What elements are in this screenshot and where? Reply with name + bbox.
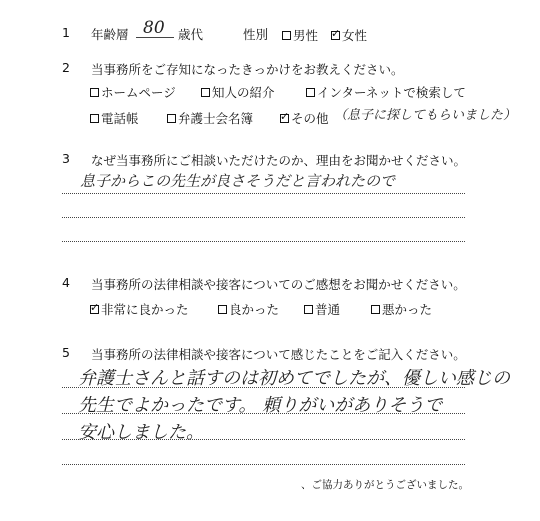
checkbox-female[interactable] — [331, 31, 340, 40]
checkbox-phonebook[interactable] — [90, 114, 99, 123]
female-label: 女性 — [342, 28, 368, 43]
q2-number: 2 — [62, 60, 70, 75]
q4-question: 当事務所の法律相談や接客についてのご感想をお聞かせください。 — [91, 277, 466, 292]
q5-answer-line — [62, 439, 465, 440]
checkbox-good[interactable] — [218, 305, 227, 314]
q3-answer-line — [62, 241, 465, 242]
q2-question: 当事務所をご存知になったきっかけをお教えください。 — [91, 62, 404, 77]
option-label: 非常に良かった — [101, 302, 189, 317]
age-suffix: 歳代 — [178, 27, 204, 42]
q2-option-homepage[interactable] — [90, 83, 176, 101]
checkbox-homepage[interactable] — [90, 88, 99, 97]
sex-option-female[interactable] — [331, 26, 367, 44]
q3-answer-line — [62, 217, 465, 218]
q3-answer-line — [62, 193, 465, 194]
q2-option-phonebook[interactable] — [90, 109, 139, 127]
age-label: 年齢層 — [91, 27, 129, 42]
option-label: 電話帳 — [101, 111, 139, 126]
q5-handwritten-line-1[interactable]: 弁護士さんと話すのは初めてでしたが、優しい感じの — [78, 368, 510, 389]
q5-handwritten-line-3[interactable]: 安心しました。 — [78, 422, 204, 443]
q5-answer-line — [62, 464, 465, 465]
checkbox-normal[interactable] — [304, 305, 313, 314]
option-label: インターネットで検索して — [317, 85, 466, 100]
q5-question: 当事務所の法律相談や接客について感じたことをご記入ください。 — [91, 347, 466, 362]
option-label: 知人の紹介 — [212, 85, 275, 100]
thank-you-note: 、ご協力ありがとうございました。 — [301, 479, 469, 491]
q4-option-normal[interactable] — [304, 300, 340, 318]
checkbox-bad[interactable] — [371, 305, 380, 314]
q4-option-bad[interactable] — [371, 300, 432, 318]
q2-option-internet[interactable] — [306, 83, 466, 101]
q5-number: 5 — [62, 345, 70, 360]
sex-label: 性別 — [243, 27, 269, 42]
q2-option-other[interactable] — [280, 109, 329, 127]
q3-handwritten-answer[interactable]: 息子からこの先生が良さそうだと言われたので — [80, 172, 396, 190]
option-label: その他 — [291, 111, 329, 126]
sex-option-male[interactable] — [282, 26, 318, 44]
checkbox-bar-directory[interactable] — [167, 114, 176, 123]
q5-handwritten-line-2[interactable]: 先生でよかったです。 頼りがいがありそうで — [78, 395, 443, 416]
q4-option-very-good[interactable] — [90, 300, 189, 318]
checkbox-internet[interactable] — [306, 88, 315, 97]
checkbox-referral[interactable] — [201, 88, 210, 97]
q3-number: 3 — [62, 151, 70, 166]
option-label: 普通 — [315, 302, 341, 317]
q5-answer-line — [62, 387, 465, 388]
checkbox-very-good[interactable] — [90, 305, 99, 314]
q3-question: なぜ当事務所にご相談いただけたのか、理由をお聞かせください。 — [91, 153, 467, 168]
option-label: 良かった — [229, 302, 280, 317]
other-handwritten-note[interactable]: （息子に探してもらいました） — [334, 108, 517, 123]
option-label: ホームページ — [101, 85, 176, 100]
age-value[interactable]: 80 — [143, 18, 165, 38]
option-label: 悪かった — [382, 302, 433, 317]
q4-option-good[interactable] — [218, 300, 279, 318]
checkbox-male[interactable] — [282, 31, 291, 40]
male-label: 男性 — [293, 28, 319, 43]
q1-number: 1 — [62, 25, 70, 40]
option-label: 弁護士会名簿 — [178, 111, 254, 126]
q4-number: 4 — [62, 275, 70, 290]
q5-answer-line — [62, 413, 465, 414]
q2-option-bar-directory[interactable] — [167, 109, 253, 127]
q2-option-referral[interactable] — [201, 83, 275, 101]
checkbox-other[interactable] — [280, 114, 289, 123]
age-underline — [136, 37, 174, 38]
